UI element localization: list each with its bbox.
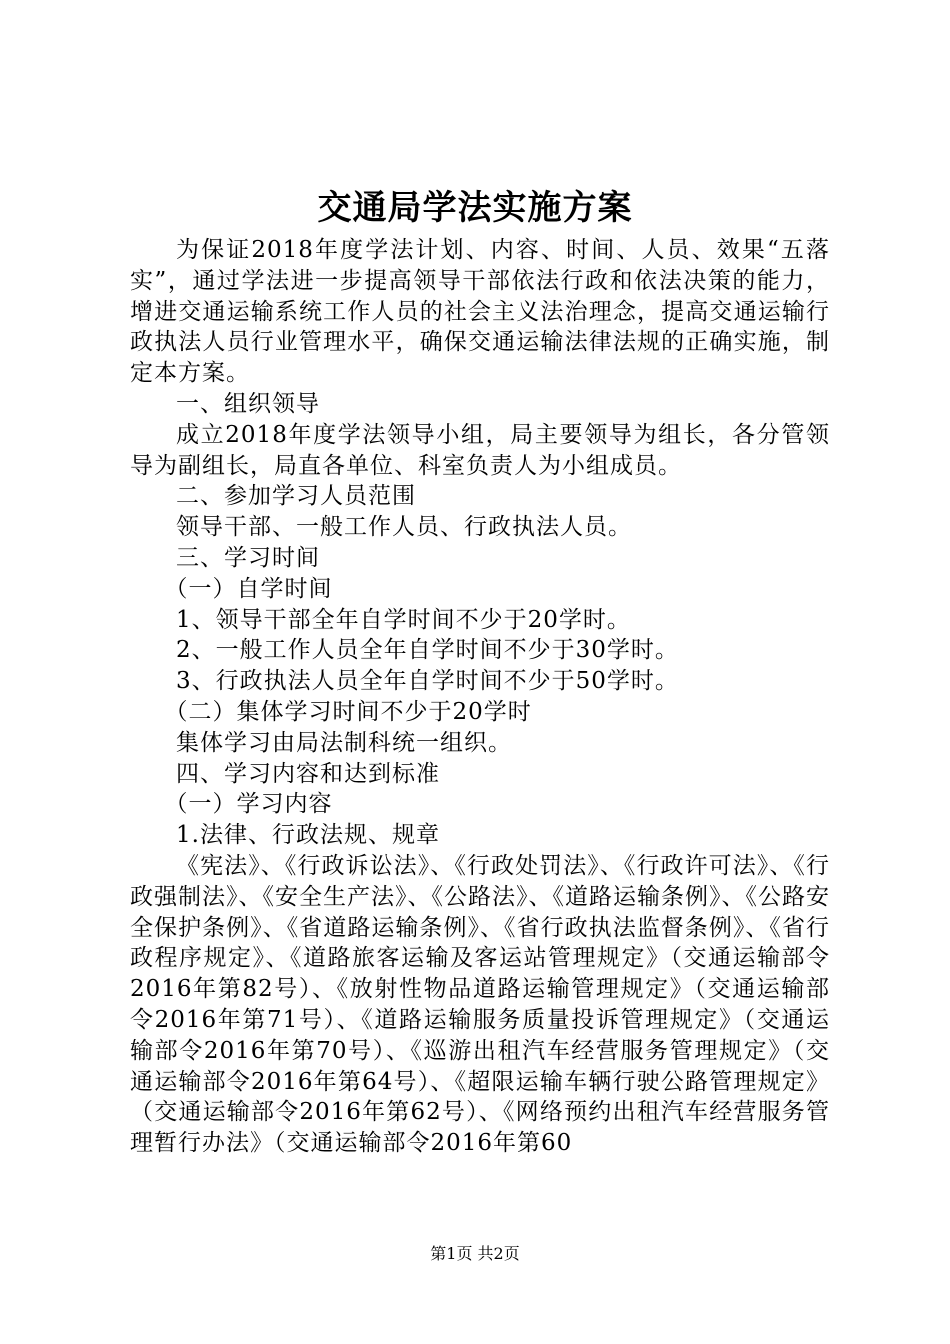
law-list-paragraph: 《宪法》、《行政诉讼法》、《行政处罚法》、《行政许可法》、《行政强制法》、《安全生产法》、《公路法》、《道路运输条例》、《公路安全保护条例》、《省道路运输条例》、《省行政执法监督条例》、《省行政程序规定》、《道路旅客运输及客运站管理规定》（交通运输部令2016年第82号）、《放射性物品道路运输管理规定》（交通运输部令2016年第71号）、《道路运输服务质量投诉管理规定》（交通运输部令2016年第70号）、《巡游出租汽车经营服务管理规定》（交通运输部令2016年第64号）、《超限运输车辆行驶公路管理规定》（交通运输部令2016年第62号）、《网络预约出租汽车经营服务管理暂行办法》（交通运输部令2016年第60 (130, 852, 830, 1157)
section-heading-4: 四、学习内容和达到标准 (176, 760, 440, 787)
subsection-heading-4-1: （一）学习内容 (164, 791, 333, 818)
subsection-heading-3-1: （一）自学时间 (164, 575, 333, 602)
section-heading-1: 一、组织领导 (176, 390, 320, 417)
section-heading-3: 三、学习时间 (176, 544, 320, 571)
subsection-heading-3-2: （二）集体学习时间不少于20学时 (164, 698, 532, 725)
section-3-paragraph: 集体学习由局法制科统一组织。 (176, 729, 512, 756)
list-item: 1、领导干部全年自学时间不少于20学时。 (176, 606, 631, 633)
intro-paragraph: 为保证2018年度学法计划、内容、时间、人员、效果“五落实”，通过学法进一步提高领导干部依法行政和依法决策的能力，增进交通运输系统工作人员的社会主义法治理念，提高交通运输行政执法人员行业管理水平，确保交通运输法律法规的正确实施，制定本方案。 (130, 237, 830, 387)
section-heading-2: 二、参加学习人员范围 (176, 483, 416, 510)
document-body (130, 235, 830, 1159)
list-item: 1.法律、行政法规、规章 (176, 822, 440, 849)
document-title: 交通局学法实施方案 (317, 188, 633, 228)
list-item: 2、一般工作人员全年自学时间不少于30学时。 (176, 637, 679, 664)
section-1-paragraph: 成立2018年度学法领导小组，局主要领导为组长，各分管领导为副组长，局直各单位、科室负责人为小组成员。 (130, 421, 830, 479)
page-footer: 第1页 共2页 (430, 1244, 520, 1263)
list-item: 3、行政执法人员全年自学时间不少于50学时。 (176, 668, 679, 695)
section-2-paragraph: 领导干部、一般工作人员、行政执法人员。 (176, 514, 632, 541)
